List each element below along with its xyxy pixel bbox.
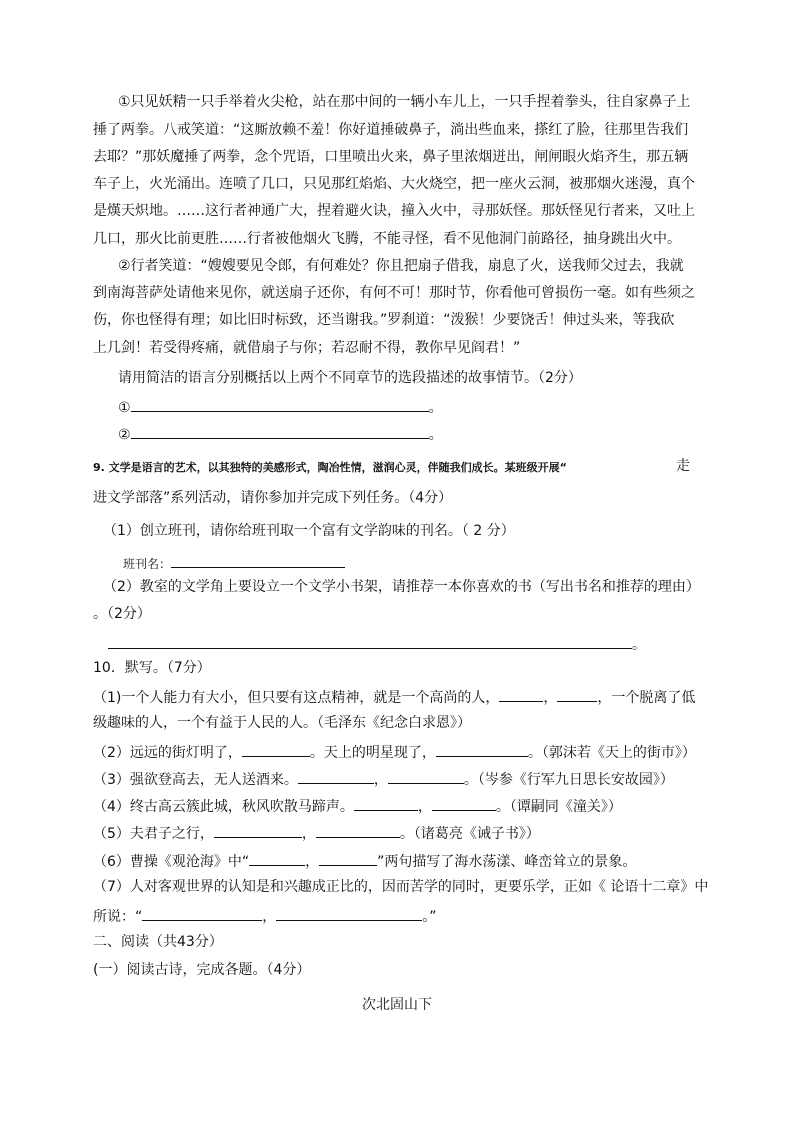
q10-item-2-text-b: 。天上的明星现了， <box>309 745 436 761</box>
q8-answer-2 <box>118 423 443 443</box>
q10-item-2 <box>93 741 696 761</box>
q10-item-3-text-b: ， <box>373 772 388 788</box>
q9-line-1-tail: 走 <box>676 458 690 474</box>
passage2-line-4: 上几剑！若受得疼痛，就借扇子与你；若忍耐不得，教你早见阎君！” <box>93 340 521 356</box>
q10-item-5-text-c: 。（诸葛亮《诫子书》） <box>399 826 540 842</box>
q10-item-5-text-a: （5）夫君子之行， <box>93 826 214 842</box>
poem-title: 次北固山下 <box>362 997 432 1013</box>
q9-sub-2-score: 。（2分） <box>93 606 151 622</box>
section-2-sub: (一）阅读古诗，完成各题。（4分） <box>93 962 311 978</box>
q10-item-6-text-c: ”两句描写了海水荡漾、峰峦耸立的景象。 <box>377 854 637 870</box>
q10-item-2-blank-1[interactable] <box>242 741 310 757</box>
q9-answer-blank[interactable] <box>108 633 632 649</box>
passage1-line-4: 车子上，火光涌出。连喷了几口，只见那红焰焰、大火烧空，把一座火云洞，被那烟火迷漫，真个 <box>93 176 695 192</box>
q10-item-6-text-b: ， <box>305 854 320 870</box>
q10-item-1-blank-1[interactable] <box>499 686 543 702</box>
q10-item-4-blank-1[interactable] <box>354 795 418 811</box>
q9-line-1: 9. 文学是语言的艺术，以其独特的美感形式，陶冶性情，滋润心灵，伴随我们成长。某班级开展“ <box>93 461 567 474</box>
q10-item-2-text-a: （2）远远的街灯明了， <box>93 745 242 761</box>
q10-item-1-text-b: ， <box>543 690 558 706</box>
passage1-line-5: 是熯天炽地。……这行者神通广大，捏着避火诀，撞入火中，寻那妖怪。那妖怪见行者来，又吐上 <box>93 203 695 219</box>
q10-item-1-text-c: ，一个脱离了低 <box>597 690 696 706</box>
q10-title: 10．默写。（7分） <box>93 660 211 676</box>
passage1-line-2: 捶了两拳。八戒笑道：“这厮放赖不羞！你好道捶破鼻子，淌出些血来，搽红了脸，往那里告我们 <box>93 122 689 138</box>
q10-item-1-cont: 级趣味的人，一个有益于人民的人。（毛泽东《纪念白求恩》） <box>93 715 471 731</box>
q10-item-1-blank-2[interactable] <box>557 686 597 702</box>
section-2-title: 二、阅读（共43分） <box>93 934 223 950</box>
q8-mark-1: ① <box>118 400 131 416</box>
q10-item-7-text-c: ， <box>262 909 277 925</box>
q10-item-7: （7）人对客观世界的认知是和兴趣成正比的，因而苦学的同时，更要乐学，正如《 论语十二章》中 <box>93 879 709 895</box>
q9-name-label: 班刊名： <box>123 557 172 571</box>
q9-name-row <box>123 552 345 572</box>
q8-answer-1-end: 。 <box>428 400 443 416</box>
q10-item-7-text-b: 所说：“ <box>93 909 143 925</box>
q10-item-3-blank-1[interactable] <box>298 768 374 784</box>
q10-item-5 <box>93 822 540 842</box>
q10-item-4-text-a: （4）终古高云簇此城，秋风吹散马蹄声。 <box>93 799 354 815</box>
q8-answer-2-end: 。 <box>428 427 443 443</box>
q10-item-7-blank-2[interactable] <box>276 905 422 921</box>
q9-answer-row <box>108 633 646 653</box>
q9-name-blank[interactable] <box>171 552 345 568</box>
q9-line-2: 进文学部落”系列活动，请你参加并完成下列任务。（4分） <box>93 490 453 506</box>
q10-item-3 <box>93 768 674 788</box>
q10-item-3-blank-2[interactable] <box>388 768 464 784</box>
passage1-line-6: 几口，那火比前更胜……行者被他烟火飞腾，不能寻怪，看不见他洞门前路径，抽身跳出火中。 <box>93 231 681 247</box>
passage1-line-1: ①只见妖精一只手举着火尖枪，站在那中间的一辆小车儿上，一只手捏着拳头，往自家鼻子上 <box>118 94 691 110</box>
q9-sub-2: （2）教室的文学角上要设立一个文学小书架，请推荐一本你喜欢的书（写出书名和推荐的理由） <box>103 579 700 595</box>
q10-item-2-text-c: 。（郭沫若《天上的街市》） <box>527 745 696 761</box>
q10-item-6-blank-2[interactable] <box>319 850 377 866</box>
q10-item-7-text-d: 。” <box>422 909 437 925</box>
q9-sub-1: （1）创立班刊，请你给班刊取一个富有文学韵味的刊名。（ 2 分） <box>103 523 515 539</box>
q8-mark-2: ② <box>118 427 131 443</box>
passage2-line-3: 伤，你也怪得有理；如比旧时标致，还当谢我。”罗刹道：“泼猴！少要饶舌！伸过头来，等我砍 <box>93 312 675 328</box>
q9-answer-end: 。 <box>632 637 646 653</box>
passage1-line-3: 去耶？”那妖魔捶了两拳，念个咒语，口里喷出火来，鼻子里浓烟迸出，闸闸眼火焰齐生，那五辆 <box>93 149 689 165</box>
q10-item-6 <box>93 850 636 870</box>
q10-item-3-text-a: （3）强欲登高去，无人送酒来。 <box>93 772 298 788</box>
q10-item-1-text-a: （1)一个人能力有大小，但只要有这点精神，就是一个高尚的人， <box>93 690 500 706</box>
q10-item-3-text-c: 。（岑参《行军九日思长安故园》） <box>463 772 674 788</box>
q10-item-5-blank-2[interactable] <box>316 822 400 838</box>
q10-item-4-text-b: ， <box>417 799 432 815</box>
q10-item-6-text-a: （6）曹操《观沧海》中“ <box>93 854 250 870</box>
q10-item-5-text-b: ， <box>301 826 316 842</box>
passage2-line-2: 到南海菩萨处请他来见你，就送扇子还你，有何不可！那时节，你看他可曾损伤一毫。如有些须之 <box>93 285 695 301</box>
q8-prompt: 请用简洁的语言分别概括以上两个不同章节的选段描述的故事情节。（2分） <box>118 370 582 386</box>
q10-item-7-blank-1[interactable] <box>142 905 262 921</box>
q10-item-5-blank-1[interactable] <box>214 822 302 838</box>
q10-item-7-cont <box>93 905 437 925</box>
q10-item-4-text-c: 。（谭嗣同《潼关》） <box>495 799 622 815</box>
q10-item-4 <box>93 795 622 815</box>
q10-item-4-blank-2[interactable] <box>432 795 496 811</box>
q8-answer-1 <box>118 396 443 416</box>
q10-item-2-blank-2[interactable] <box>436 741 528 757</box>
passage2-line-1: ②行者笑道：“嫂嫂要见令郎，有何难处？你且把扇子借我，扇息了火，送我师父过去，我就 <box>118 258 684 274</box>
q8-answer-1-blank[interactable] <box>131 396 429 412</box>
q8-answer-2-blank[interactable] <box>131 423 429 439</box>
q10-item-6-blank-1[interactable] <box>249 850 305 866</box>
q10-item-1 <box>93 686 695 706</box>
